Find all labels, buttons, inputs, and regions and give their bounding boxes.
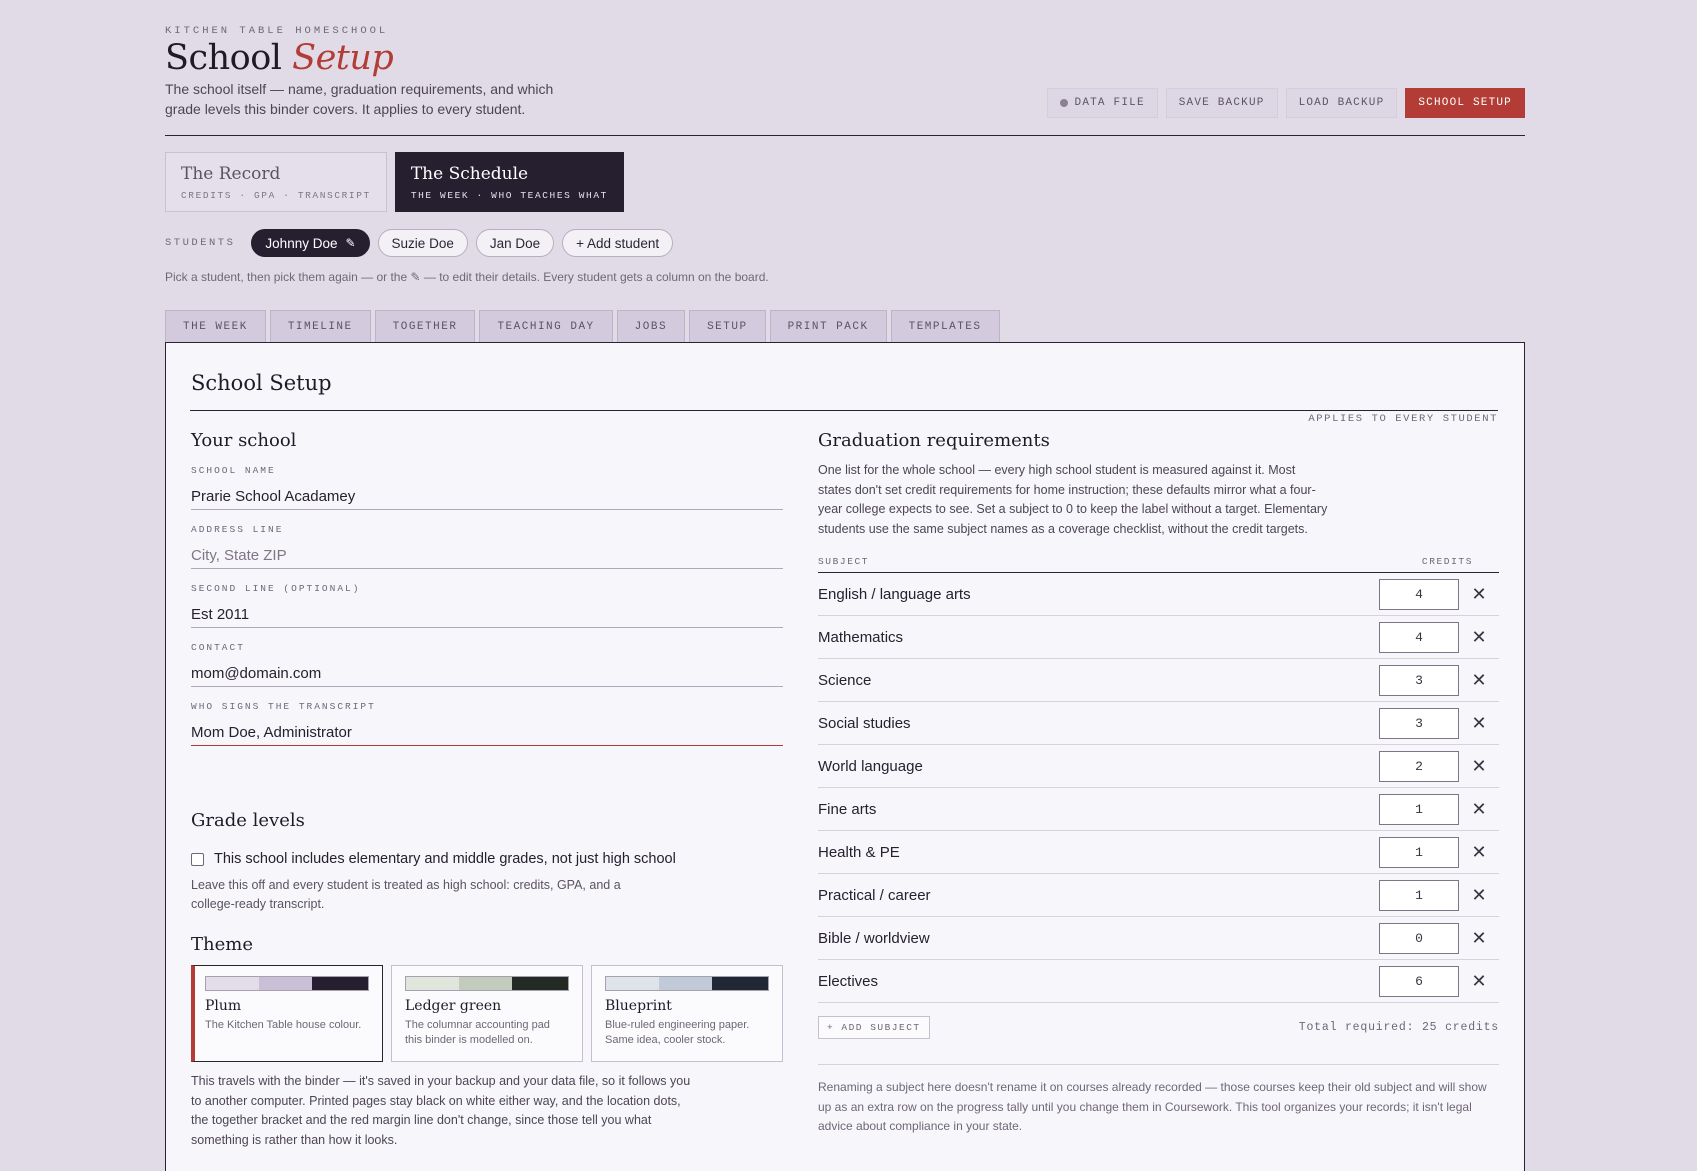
theme-swatch-color xyxy=(259,977,312,990)
pencil-icon[interactable]: ✎ xyxy=(345,236,356,250)
requirement-row xyxy=(818,745,1499,788)
include-lower-grades-row[interactable] xyxy=(191,851,783,867)
address-input[interactable] xyxy=(191,535,783,569)
tab-subtitle: THE WEEK · WHO TEACHES WHAT xyxy=(410,190,608,201)
your-school-section xyxy=(191,430,783,746)
tab-title: The Record xyxy=(181,164,281,184)
panel-note: APPLIES TO EVERY STUDENT xyxy=(1308,413,1498,425)
theme-option-ledger-green[interactable] xyxy=(391,965,583,1062)
second-line-field-group xyxy=(191,583,783,628)
second-line-label: SECOND LINE (OPTIONAL) xyxy=(191,583,361,594)
theme-swatch-color xyxy=(312,977,368,990)
tab-the-record[interactable] xyxy=(165,152,387,212)
requirement-row xyxy=(818,831,1499,874)
page-title xyxy=(165,38,393,78)
requirements-table-footer xyxy=(818,1016,1499,1039)
subject-name[interactable]: English / language arts xyxy=(818,585,971,603)
page-lede: The school itself — name, graduation requirements, and which grade levels this binder covers. It applies to every student. xyxy=(165,81,554,117)
remove-subject-icon[interactable]: ✕ xyxy=(1471,884,1487,905)
requirement-row xyxy=(818,874,1499,917)
theme-heading: Theme xyxy=(191,934,253,955)
theme-swatch-color xyxy=(459,977,512,990)
school-name-label: SCHOOL NAME xyxy=(191,465,276,476)
include-lower-grades-checkbox[interactable] xyxy=(191,853,204,866)
tab-jobs[interactable]: JOBS xyxy=(617,310,685,343)
subject-name[interactable]: Mathematics xyxy=(818,628,904,646)
subject-name[interactable]: World language xyxy=(818,757,923,775)
theme-note: This travels with the binder — it's saved in your backup and your data file, so it follows you to another computer. Printed pages stay black on white either way, and the location dots, the together bracket and the red margin line don't change, since those tell you what something is rather than how it looks. xyxy=(191,1074,691,1147)
theme-swatch-bar xyxy=(405,976,569,991)
grade-levels-note: Leave this off and every student is treated as high school: credits, GPA, and a college-ready transcript. xyxy=(191,878,621,911)
requirement-row xyxy=(818,788,1499,831)
theme-name: Blueprint xyxy=(605,998,672,1014)
tab-setup[interactable]: SETUP xyxy=(689,310,766,343)
subject-name[interactable]: Bible / worldview xyxy=(818,929,930,947)
student-hint: Pick a student, then pick them again — or the ✎ — to edit their details. Every student gets a column on the board. xyxy=(165,270,769,284)
schedule-tabs xyxy=(165,310,1000,343)
signer-field-group xyxy=(191,701,783,746)
theme-description: Blue-ruled engineering paper. Same idea, cooler stock. xyxy=(605,1019,750,1046)
theme-option-plum[interactable] xyxy=(191,965,383,1062)
credits-input[interactable] xyxy=(1379,751,1459,782)
tab-timeline[interactable]: TIMELINE xyxy=(270,310,371,343)
remove-subject-icon[interactable]: ✕ xyxy=(1471,755,1487,776)
remove-subject-icon[interactable]: ✕ xyxy=(1471,970,1487,991)
save-backup-button[interactable]: SAVE BACKUP xyxy=(1166,88,1278,118)
theme-options xyxy=(191,965,783,1062)
credits-input[interactable] xyxy=(1379,665,1459,696)
subject-name[interactable]: Practical / career xyxy=(818,886,931,904)
theme-name: Plum xyxy=(205,998,242,1014)
remove-subject-icon[interactable]: ✕ xyxy=(1471,669,1487,690)
app-kicker: KITCHEN TABLE HOMESCHOOL xyxy=(165,25,389,37)
subject-name[interactable]: Health & PE xyxy=(818,843,900,861)
contact-label: CONTACT xyxy=(191,642,245,653)
tab-subtitle: CREDITS · GPA · TRANSCRIPT xyxy=(181,190,371,201)
school-name-input[interactable] xyxy=(191,476,783,510)
requirement-row xyxy=(818,702,1499,745)
school-name-field-group xyxy=(191,465,783,510)
credits-input[interactable] xyxy=(1379,880,1459,911)
remove-subject-icon[interactable]: ✕ xyxy=(1471,841,1487,862)
theme-swatch-color xyxy=(659,977,712,990)
requirement-row xyxy=(818,659,1499,702)
remove-subject-icon[interactable]: ✕ xyxy=(1471,927,1487,948)
grade-levels-heading: Grade levels xyxy=(191,810,305,831)
requirement-row xyxy=(818,573,1499,616)
tab-print-pack[interactable]: PRINT PACK xyxy=(770,310,887,343)
page-title-main: School xyxy=(165,38,282,78)
student-pill-suzie[interactable]: Suzie Doe xyxy=(378,229,468,257)
theme-option-blueprint[interactable] xyxy=(591,965,783,1062)
add-subject-button[interactable]: + ADD SUBJECT xyxy=(818,1016,930,1039)
tab-the-week[interactable]: THE WEEK xyxy=(165,310,266,343)
theme-swatch-bar xyxy=(605,976,769,991)
load-backup-button[interactable]: LOAD BACKUP xyxy=(1286,88,1398,118)
tab-title: The Schedule xyxy=(410,164,529,184)
subject-name[interactable]: Science xyxy=(818,671,872,689)
students-label: STUDENTS xyxy=(165,237,236,249)
grade-levels-section xyxy=(191,810,783,914)
data-file-label: DATA FILE xyxy=(1074,97,1145,109)
address-field-group xyxy=(191,524,783,569)
panel-divider xyxy=(190,410,1498,411)
include-lower-grades-label: This school includes elementary and middle grades, not just high school xyxy=(214,851,676,867)
graduation-description: One list for the whole school — every high school student is measured against it. Most states don't set credit requirements for home instruction; these defaults mirror what a four-year college expects to see. Set a subject to 0 to keep the label without a target. Elementary students use the same subject names as a coverage checklist, without the credit targets. xyxy=(818,463,1328,536)
requirement-row xyxy=(818,960,1499,1003)
remove-subject-icon[interactable]: ✕ xyxy=(1471,583,1487,604)
credits-input[interactable] xyxy=(1379,837,1459,868)
signer-label: WHO SIGNS THE TRANSCRIPT xyxy=(191,701,376,712)
theme-swatch-bar xyxy=(205,976,369,991)
credits-input[interactable] xyxy=(1379,923,1459,954)
tab-teaching-day[interactable]: TEACHING DAY xyxy=(479,310,612,343)
address-label: ADDRESS LINE xyxy=(191,524,284,535)
theme-description: The columnar accounting pad this binder is modelled on. xyxy=(405,1019,550,1046)
subject-name[interactable]: Social studies xyxy=(818,714,911,732)
graduation-requirements-section xyxy=(818,430,1499,1137)
student-pill-jan[interactable]: Jan Doe xyxy=(476,229,554,257)
credits-input[interactable] xyxy=(1379,622,1459,653)
total-required: Total required: 25 credits xyxy=(1298,1021,1499,1034)
theme-swatch-color xyxy=(712,977,768,990)
theme-section xyxy=(191,934,783,1150)
second-line-input[interactable] xyxy=(191,594,783,628)
tab-the-schedule[interactable] xyxy=(395,152,624,212)
credits-input[interactable] xyxy=(1379,579,1459,610)
theme-swatch-color xyxy=(406,977,459,990)
your-school-heading: Your school xyxy=(191,430,297,451)
school-setup-button[interactable]: SCHOOL SETUP xyxy=(1405,88,1525,118)
graduation-footnote: Renaming a subject here doesn't rename it on courses already recorded — those courses keep their old subject and will show up as an extra row on the progress tally until you change them in Coursework. This tool organizes your records; it isn't legal advice about compliance in your state. xyxy=(818,1080,1487,1133)
theme-swatch-color xyxy=(512,977,568,990)
credits-input[interactable] xyxy=(1379,794,1459,825)
graduation-heading: Graduation requirements xyxy=(818,430,1050,451)
student-name: Johnny Doe xyxy=(265,235,338,251)
signer-input[interactable] xyxy=(191,712,783,746)
tab-templates[interactable]: TEMPLATES xyxy=(891,310,1000,343)
theme-name: Ledger green xyxy=(405,998,502,1014)
remove-subject-icon[interactable]: ✕ xyxy=(1471,712,1487,733)
subject-name[interactable]: Fine arts xyxy=(818,800,877,818)
panel-title: School Setup xyxy=(191,371,332,395)
credits-input[interactable] xyxy=(1379,708,1459,739)
section-tabs xyxy=(165,152,624,212)
theme-swatch-color xyxy=(206,977,259,990)
requirement-row xyxy=(818,917,1499,960)
credits-column-header: CREDITS xyxy=(1421,556,1473,567)
header-divider xyxy=(165,135,1525,136)
subject-column-header: SUBJECT xyxy=(818,556,870,567)
subject-name[interactable]: Electives xyxy=(818,972,879,990)
requirements-table-body xyxy=(818,573,1499,1003)
requirement-row xyxy=(818,616,1499,659)
toolbar xyxy=(1047,88,1525,118)
student-pill-johnny[interactable] xyxy=(251,229,369,257)
remove-subject-icon[interactable]: ✕ xyxy=(1471,798,1487,819)
student-picker xyxy=(165,229,673,257)
contact-field-group xyxy=(191,642,783,687)
data-file-status-icon xyxy=(1060,99,1068,107)
footnote-divider xyxy=(818,1064,1499,1065)
data-file-button[interactable] xyxy=(1047,88,1158,118)
contact-input[interactable] xyxy=(191,653,783,687)
requirements-table-header xyxy=(818,556,1499,573)
tab-together[interactable]: TOGETHER xyxy=(375,310,476,343)
page-title-accent: Setup xyxy=(292,38,394,78)
credits-input[interactable] xyxy=(1379,966,1459,997)
theme-description: The Kitchen Table house colour. xyxy=(205,1019,362,1031)
add-student-button[interactable]: + Add student xyxy=(562,229,673,257)
remove-subject-icon[interactable]: ✕ xyxy=(1471,626,1487,647)
theme-swatch-color xyxy=(606,977,659,990)
